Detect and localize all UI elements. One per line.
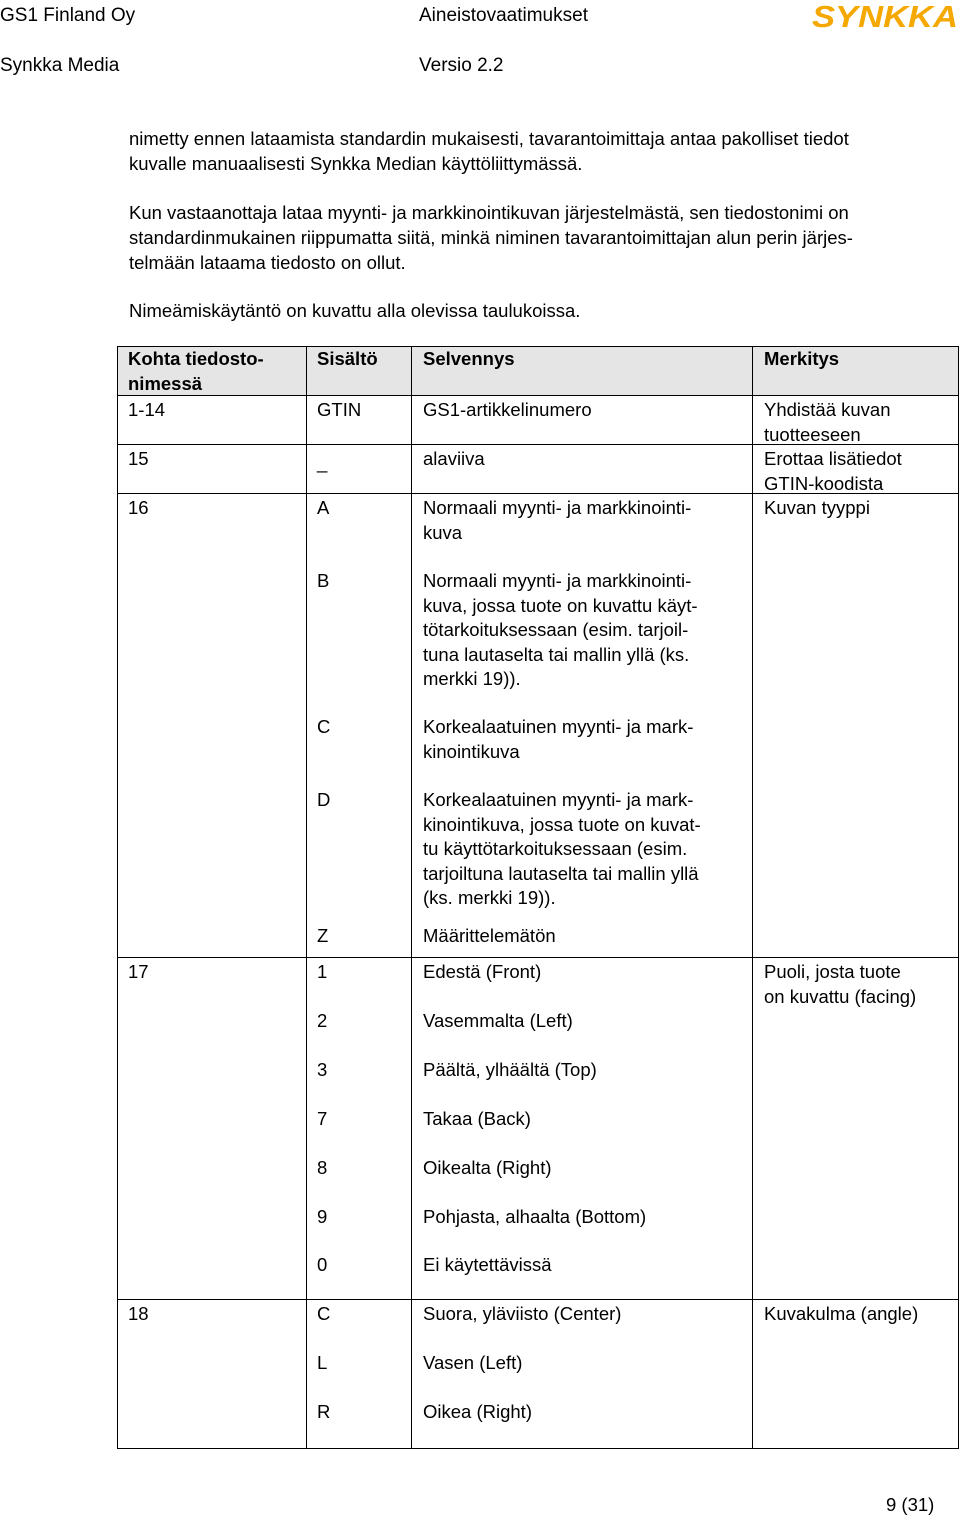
cell-line: Yhdistää kuvan (764, 399, 891, 420)
cell-selvennys (423, 496, 691, 545)
cell-sisalto: 1 (317, 961, 328, 982)
cell-sisalto: 3 (317, 1059, 328, 1080)
cell-selvennys (423, 715, 693, 764)
cell-merkitys (764, 447, 902, 496)
cell-merkitys (764, 1302, 918, 1327)
cell-sisalto: L (317, 1352, 328, 1373)
cell-kohta: 17 (128, 961, 149, 982)
cell-selvennys (423, 447, 485, 472)
cell-sisalto: 0 (317, 1254, 328, 1275)
cell-line: Erottaa lisätiedot (764, 448, 902, 469)
cell-selvennys (423, 398, 592, 423)
cell-line: on kuvattu (facing) (764, 985, 917, 1007)
cell-selvennys (423, 1400, 532, 1425)
cell-selvennys (423, 960, 541, 985)
cell-line: Määrittelemätön (423, 925, 556, 946)
cell-line: GTIN-koodista (764, 472, 884, 494)
cell-line: Ei käytettävissä (423, 1254, 552, 1275)
cell-line: tu käyttötarkoituksessaan (esim. (423, 838, 688, 859)
paragraph-download (129, 200, 853, 275)
cell-line: (ks. merkki 19)). (423, 887, 556, 908)
cell-selvennys (423, 1058, 597, 1083)
header-doc-title: Aineistovaatimukset (419, 5, 588, 26)
synkka-logo (812, 0, 960, 34)
cell-sisalto: GTIN (317, 399, 362, 420)
cell-sisalto: 9 (317, 1206, 328, 1227)
header-kohta-line: Kohta tiedosto- (128, 348, 264, 369)
table-border (117, 957, 959, 958)
cell-line: tuotteeseen (764, 423, 861, 445)
table-border (306, 346, 307, 1449)
cell-sisalto: Z (317, 925, 329, 946)
text-line: nimetty ennen lataamista standardin mukaisesti, tavarantoimittaja antaa pakolliset tiedot (129, 128, 849, 149)
cell-line: kuva, jossa tuote on kuvattu käyt- (423, 594, 698, 616)
cell-line: GS1-artikkelinumero (423, 399, 592, 420)
header-selvennys: Selvennys (423, 348, 515, 369)
cell-sisalto: C (317, 1303, 331, 1324)
cell-line: Normaali myynti- ja markkinointi- (423, 497, 692, 518)
header-kohta-line: nimessä (128, 372, 203, 394)
text-line: standardinmukainen riippumatta siitä, minkä niminen tavarantoimittajan alun perin järjes- (129, 227, 853, 248)
cell-kohta: 18 (128, 1303, 149, 1324)
cell-sisalto: R (317, 1401, 331, 1422)
cell-selvennys (423, 1156, 552, 1181)
cell-line: merkki 19)). (423, 668, 521, 689)
cell-line: Kuvan tyyppi (764, 497, 870, 518)
text-line: Nimeämiskäytäntö on kuvattu alla olevissa taulukoissa. (129, 300, 581, 321)
cell-line: Puoli, josta tuote (764, 961, 901, 982)
cell-sisalto: 7 (317, 1108, 328, 1129)
header-kohta (128, 347, 264, 396)
cell-line: Päältä, ylhäältä (Top) (423, 1059, 597, 1080)
cell-merkitys (764, 398, 891, 447)
text-line: telmään lataama tiedosto on ollut. (129, 252, 406, 273)
cell-sisalto: A (317, 497, 330, 518)
cell-sisalto: C (317, 716, 331, 737)
cell-sisalto: B (317, 570, 330, 591)
header-version: Versio 2.2 (419, 55, 504, 76)
cell-selvennys (423, 1205, 646, 1230)
table-border (117, 395, 959, 396)
cell-line: kuva (423, 521, 463, 543)
cell-selvennys (423, 1253, 552, 1278)
cell-selvennys (423, 1351, 522, 1376)
cell-line: Edestä (Front) (423, 961, 542, 982)
cell-line: tuna lautaselta tai mallin yllä (ks. (423, 643, 690, 665)
header-product: Synkka Media (0, 55, 120, 76)
cell-line: Normaali myynti- ja markkinointi- (423, 570, 692, 591)
cell-line: tarjoiltuna lautaselta tai mallin yllä (423, 862, 699, 884)
header-sisalto: Sisältö (317, 348, 378, 369)
cell-selvennys (423, 1009, 573, 1034)
cell-line: kinointikuva, jossa tuote on kuvat- (423, 813, 701, 835)
cell-sisalto: _ (317, 452, 328, 473)
page-number: 9 (31) (886, 1494, 935, 1515)
cell-kohta: 1-14 (128, 399, 166, 420)
cell-line: alaviiva (423, 448, 485, 469)
table-border (752, 346, 753, 1449)
cell-selvennys (423, 924, 556, 949)
text-line: Kun vastaanottaja lataa myynti- ja markkinointikuvan järjestelmästä, sen tiedostonimi on (129, 202, 849, 223)
table-border (117, 1299, 959, 1300)
table-border (411, 346, 412, 1449)
cell-line: Oikealta (Right) (423, 1157, 552, 1178)
cell-selvennys (423, 1107, 531, 1132)
cell-kohta: 15 (128, 448, 149, 469)
svg-text:SYNKKA: SYNKKA (812, 0, 958, 34)
header-company: GS1 Finland Oy (0, 5, 136, 26)
cell-line: Oikea (Right) (423, 1401, 532, 1422)
paragraph-naming (129, 298, 580, 323)
cell-line: Pohjasta, alhaalta (Bottom) (423, 1206, 647, 1227)
cell-line: tötarkoituksessaan (esim. tarjoil- (423, 619, 689, 640)
cell-line: kinointikuva (423, 740, 520, 762)
paragraph-intro (129, 126, 849, 176)
cell-line: Korkealaatuinen myynti- ja mark- (423, 789, 694, 810)
cell-sisalto: 8 (317, 1157, 328, 1178)
header-merkitys: Merkitys (764, 348, 840, 369)
cell-selvennys (423, 788, 701, 911)
naming-table (117, 346, 959, 1449)
cell-sisalto: 2 (317, 1010, 328, 1031)
cell-line: Korkealaatuinen myynti- ja mark- (423, 716, 694, 737)
text-line: kuvalle manuaalisesti Synkka Median käyttöliittymässä. (129, 153, 583, 174)
cell-line: Vasemmalta (Left) (423, 1010, 573, 1031)
cell-selvennys (423, 569, 698, 692)
table-border (117, 1448, 959, 1449)
table-border (958, 346, 959, 1449)
cell-selvennys (423, 1302, 621, 1327)
cell-line: Kuvakulma (angle) (764, 1303, 919, 1324)
cell-line: Vasen (Left) (423, 1352, 523, 1373)
cell-line: Takaa (Back) (423, 1108, 531, 1129)
cell-line: Suora, yläviisto (Center) (423, 1303, 622, 1324)
cell-merkitys (764, 496, 870, 521)
table-border (117, 346, 118, 1449)
cell-kohta: 16 (128, 497, 149, 518)
cell-merkitys (764, 960, 916, 1009)
cell-sisalto: D (317, 789, 331, 810)
